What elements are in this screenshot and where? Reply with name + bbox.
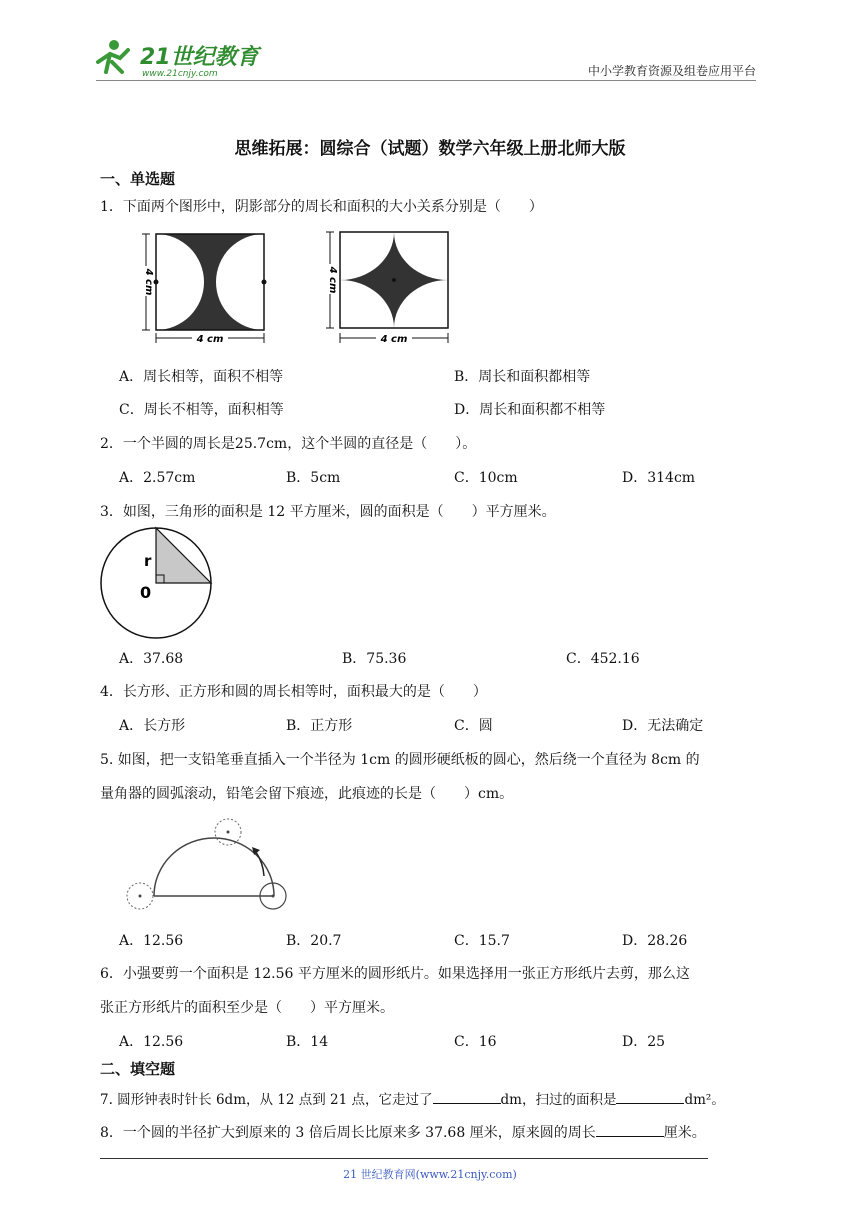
question-6-option-c: C．16 (454, 1034, 497, 1050)
question-4-option-d: D．无法确定 (622, 718, 704, 734)
footer-divider (100, 1158, 708, 1159)
question-7-part3: dm²。 (684, 1092, 725, 1108)
section-heading-single-choice: 一、单选题 (100, 170, 176, 188)
question-1-option-b: B．周长和面积都相等 (454, 369, 591, 385)
question-2-option-d: D．314cm (622, 470, 696, 486)
question-7-blank-2[interactable] (616, 1091, 684, 1104)
footer-text[interactable]: 21 世纪教育网(www.21cnjy.com) (343, 1168, 517, 1181)
logo-url: www.21cnjy.com (142, 69, 218, 79)
question-3-option-b: B．75.36 (342, 651, 407, 667)
question-1-text: 1．下面两个图形中，阴影部分的周长和面积的大小关系分别是（ ） (100, 199, 543, 215)
question-6-option-a: A．12.56 (119, 1034, 184, 1050)
figure-a-height-label: 4 cm (143, 268, 154, 296)
question-1-figure-a (126, 224, 276, 352)
figure-b-width-label: 4 cm (380, 334, 408, 345)
question-4-option-c: C．圆 (454, 718, 493, 734)
figure-center-label: 0 (140, 583, 152, 602)
question-3-option-a: A．37.68 (119, 651, 184, 667)
question-5-option-d: D．28.26 (622, 933, 688, 949)
question-2-option-c: C．10cm (454, 470, 518, 486)
question-5-text-line1: 5. 如图，把一支铅笔垂直插入一个半径为 1cm 的圆形硬纸板的圆心，然后绕一个直径为 8cm 的 (100, 752, 700, 768)
section-heading-fill-in: 二、填空题 (100, 1060, 176, 1078)
question-8-part2: 厘米。 (663, 1125, 706, 1141)
question-2-option-b: B．5cm (286, 470, 341, 486)
question-5-text-line2: 量角器的圆弧滚动，铅笔会留下痕迹，此痕迹的长是（ ）cm。 (100, 786, 514, 802)
figure-radius-label: r (144, 552, 152, 570)
question-7 (100, 1088, 725, 1108)
figure-a-width-label: 4 cm (196, 334, 224, 345)
question-2-text: 2．一个半圆的周长是25.7cm，这个半圆的直径是（ ）。 (100, 436, 477, 452)
question-3-option-c: C．452.16 (566, 651, 640, 667)
question-5-figure (120, 814, 295, 918)
question-5-option-a: A．12.56 (119, 933, 184, 949)
question-1-option-c: C．周长不相等，面积相等 (119, 402, 284, 418)
question-8-part1: 8．一个圆的半径扩大到原来的 3 倍后周长比原来多 37.68 厘米，原来圆的周长 (100, 1125, 596, 1141)
question-3-figure (98, 526, 214, 646)
question-2-option-a: A．2.57cm (119, 470, 196, 486)
question-7-part2: dm，扫过的面积是 (500, 1092, 617, 1108)
question-4-text: 4．长方形、正方形和圆的周长相等时，面积最大的是（ ） (100, 684, 487, 700)
question-6-option-d: D．25 (622, 1034, 666, 1050)
question-5-option-c: C．15.7 (454, 933, 510, 949)
question-7-blank-1[interactable] (433, 1091, 501, 1104)
header-platform-text: 中小学教育资源及组卷应用平台 (587, 64, 756, 78)
page-title: 思维拓展：圆综合（试题）数学六年级上册北师大版 (234, 139, 626, 159)
logo-text: 21世纪教育 (140, 45, 259, 70)
header-divider (96, 80, 756, 81)
question-6-text-line1: 6．小强要剪一个面积是 12.56 平方厘米的圆形纸片。如果选择用一张正方形纸片去剪，那么这 (100, 966, 690, 982)
question-7-part1: 7. 圆形钟表时针长 6dm，从 12 点到 21 点，它走过了 (100, 1092, 433, 1108)
question-1-option-a: A．周长相等，面积不相等 (119, 369, 284, 385)
question-8-blank[interactable] (596, 1124, 664, 1137)
question-4-option-b: B．正方形 (286, 718, 353, 734)
question-6-option-b: B．14 (286, 1034, 329, 1050)
question-4-option-a: A．长方形 (119, 718, 186, 734)
question-1-option-d: D．周长和面积都不相等 (454, 402, 606, 418)
figure-b-height-label: 4 cm (327, 266, 338, 294)
runner-icon (98, 40, 128, 72)
question-6-text-line2: 张正方形纸片的面积至少是（ ）平方厘米。 (100, 1000, 394, 1016)
question-1-figure-b (310, 222, 460, 352)
site-logo (92, 36, 262, 82)
question-3-text: 3．如图，三角形的面积是 12 平方厘米，圆的面积是（ ）平方厘米。 (100, 504, 556, 520)
question-5-option-b: B．20.7 (286, 933, 342, 949)
question-8 (100, 1122, 706, 1142)
